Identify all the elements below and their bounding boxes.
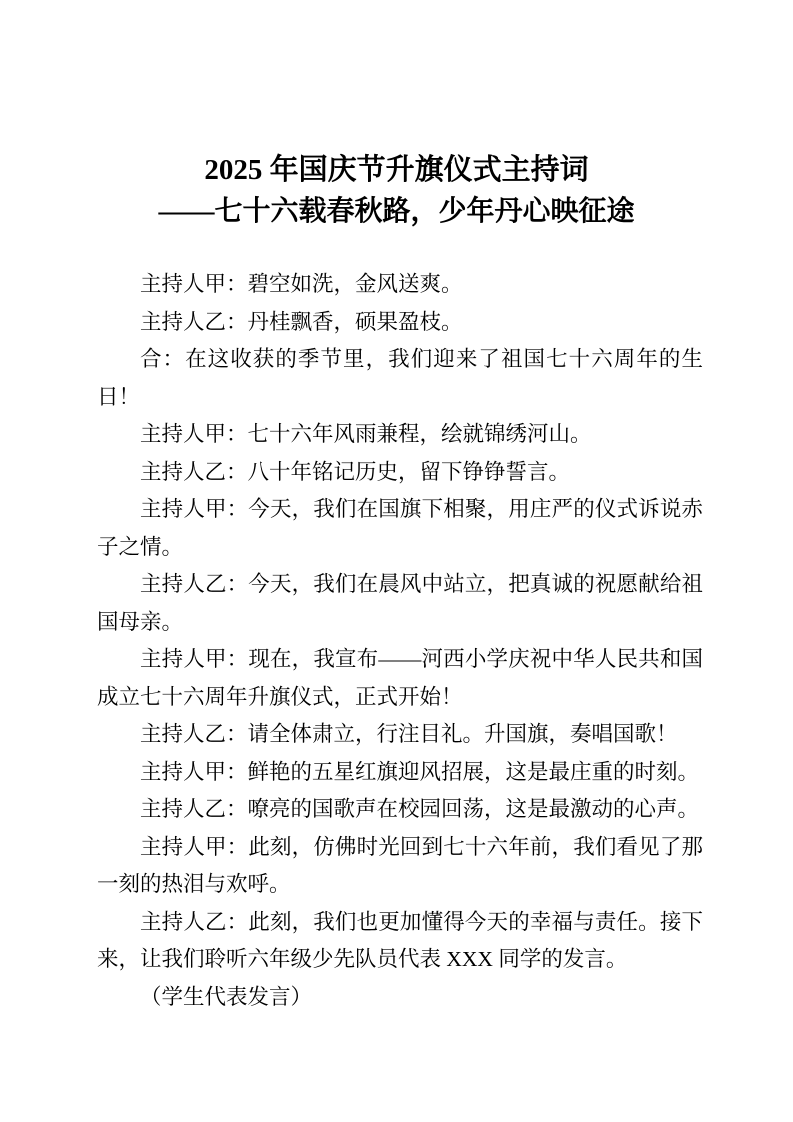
script-line: 合：在这收获的季节里，我们迎来了祖国七十六周年的生日！ [97,347,703,409]
script-line: 主持人甲：七十六年风雨兼程，绘就锦绣河山。 [140,422,592,446]
script-line: 主持人甲：碧空如洗，金风送爽。 [140,272,463,296]
document-title [0,149,793,233]
script-line: 主持人乙：今天，我们在晨风中站立，把真诚的祝愿献给祖国母亲。 [97,572,703,634]
title-line-1: 2025 年国庆节升旗仪式主持词 [204,154,589,186]
script-line: 主持人甲：鲜艳的五星红旗迎风招展，这是最庄重的时刻。 [140,759,700,784]
script-line: （学生代表发言） [140,984,313,1009]
script-line: 主持人甲：现在，我宣布——河西小学庆祝中华人民共和国成立七十六周年升旗仪式，正式开始！ [97,647,703,709]
script-line: 主持人乙：嘹亮的国歌声在校园回荡，这是最激动的心声。 [140,797,700,821]
script-line: 主持人甲：今天，我们在国旗下相聚，用庄严的仪式诉说赤子之情。 [97,497,703,559]
script-line: 主持人乙：八十年铭记历史，留下铮铮誓言。 [140,459,571,484]
script-line: 主持人甲：此刻，仿佛时光回到七十六年前，我们看见了那一刻的热泪与欢呼。 [97,834,703,896]
document-body [97,266,703,1016]
title-line-2: ——七十六载春秋路，少年丹心映征途 [158,196,635,227]
script-line: 主持人乙：请全体肃立，行注目礼。升国旗，奏唱国歌！ [140,722,678,746]
script-line: 主持人乙：此刻，我们也更加懂得今天的幸福与责任。接下来，让我们聆听六年级少先队员代表 XXX 同学的发言。 [97,909,703,971]
script-line: 主持人乙：丹桂飘香，硕果盈枝。 [140,309,463,334]
